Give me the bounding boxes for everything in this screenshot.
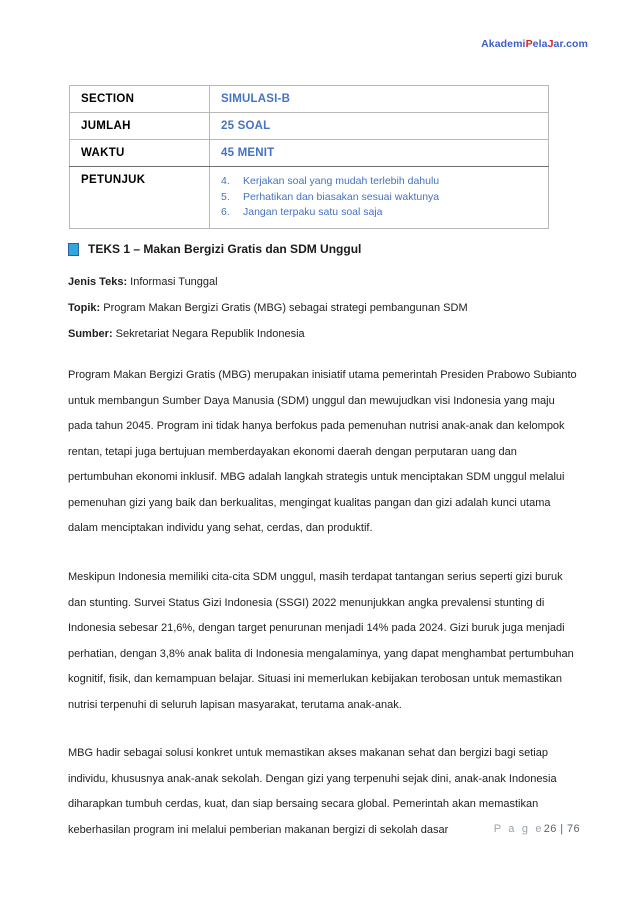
meta-value: Sekretariat Negara Republik Indonesia — [112, 328, 305, 340]
row-value-jumlah: 25 SOAL — [210, 113, 549, 140]
row-label-waktu: WAKTU — [70, 140, 210, 167]
petunjuk-instruction-list — [221, 174, 548, 221]
table-row — [70, 140, 549, 167]
body-paragraph: MBG hadir sebagai solusi konkret untuk memastikan akses makanan sehat dan bergizi bagi setiap individu, khususnya anak-anak sekolah. Dengan gizi yang terpenuhi sejak dini, anak-anak Indonesia diharapkan tumbuh cerdas, kuat, dan siap bersaing secara global. Pemerintah akan memastikan keberhasilan program ini melalui pemberian makanan bergizi di sekolah dasar — [68, 747, 557, 836]
list-item-text: Kerjakan soal yang mudah terlebih dahulu — [243, 175, 440, 187]
meta-value: Informasi Tunggal — [127, 276, 218, 288]
row-label-petunjuk: PETUNJUK — [70, 167, 210, 229]
row-value-section: SIMULASI-B — [210, 86, 549, 113]
brand-segment-akademi: Akademi — [481, 38, 526, 50]
body-paragraph: Program Makan Bergizi Gratis (MBG) merupakan inisiatif utama pemerintah Presiden Prabowo Subianto untuk membangun Sumber Daya Manusia (SDM) unggul dan mewujudkan visi Indonesia yang maju pada tahun 2045. Program ini tidak hanya berfokus pada pemenuhan nutrisi anak-anak dan kelompok rentan, tetapi juga bertujuan memberdayakan ekonomi daerah dengan perputaran uang dan pertumbuhan ekonomi inklusif. MBG adalah langkah strategis untuk menciptakan SDM unggul melalui pemenuhan gizi yang baik dan berkualitas, mengingat kualitas pangan dan gizi adalah kunci utama dalam menciptakan individu yang sehat, cerdas, dan produktif. — [68, 369, 577, 534]
page-footer — [494, 823, 580, 835]
row-value-petunjuk — [210, 167, 549, 229]
list-item — [221, 205, 548, 221]
list-item-text: Perhatikan dan biasakan sesuai waktunya — [243, 190, 440, 203]
meta-jenis-teks — [68, 275, 218, 290]
row-label-jumlah: JUMLAH — [70, 113, 210, 140]
row-label-section: SECTION — [70, 86, 210, 113]
meta-sumber — [68, 327, 305, 342]
teks-section-heading — [68, 242, 361, 256]
list-item — [221, 174, 548, 190]
body-paragraph: Meskipun Indonesia memiliki cita-cita SDM unggul, masih terdapat tantangan serius seperti gizi buruk dan stunting. Survei Status Gizi Indonesia (SSGI) 2022 menunjukkan angka prevalensi stunting di Indonesia sebesar 21,6%, dengan target penurunan menjadi 14% pada 2024. Gizi buruk juga menjadi perhatian, dengan 3,8% anak balita di Indonesia mengalaminya, yang dapat menghambat pertumbuhan kognitif, fisik, dan kemampuan belajar. Situasi ini memerlukan kebijakan terobosan untuk memastikan nutrisi terpenuhi di seluruh lapisan masyarakat, terutama anak-anak. — [68, 571, 574, 711]
site-brand-logo — [481, 38, 588, 50]
list-item-number: 4. — [221, 175, 230, 187]
exam-info-table — [69, 85, 549, 229]
footer-page-word: P a g e — [493, 823, 544, 835]
brand-segment-ar-com: ar.com — [553, 38, 588, 50]
meta-label: Topik: — [68, 302, 101, 314]
brand-segment-ela: ela — [532, 38, 548, 50]
row-value-waktu: 45 MENIT — [210, 140, 549, 167]
brand-segment-p: P — [525, 38, 533, 50]
list-item-number: 6. — [221, 206, 230, 218]
meta-topik — [68, 301, 468, 316]
meta-label: Jenis Teks: — [68, 276, 128, 288]
blue-square-bullet-icon — [68, 243, 79, 256]
list-item-text: Jangan terpaku satu soal saja — [243, 206, 383, 218]
meta-label: Sumber: — [68, 328, 113, 340]
page-title: TEKS 1 – Makan Bergizi Gratis dan SDM Unggul — [88, 242, 362, 256]
table-row — [70, 113, 549, 140]
list-item-number: 5. — [221, 190, 230, 203]
brand-segment-j: J — [547, 38, 554, 50]
table-row — [70, 86, 549, 113]
table-row — [70, 167, 549, 229]
meta-value: Program Makan Bergizi Gratis (MBG) sebagai strategi pembangunan SDM — [100, 302, 468, 314]
list-item — [221, 190, 548, 206]
footer-page-numbers: 26 | 76 — [543, 823, 580, 835]
